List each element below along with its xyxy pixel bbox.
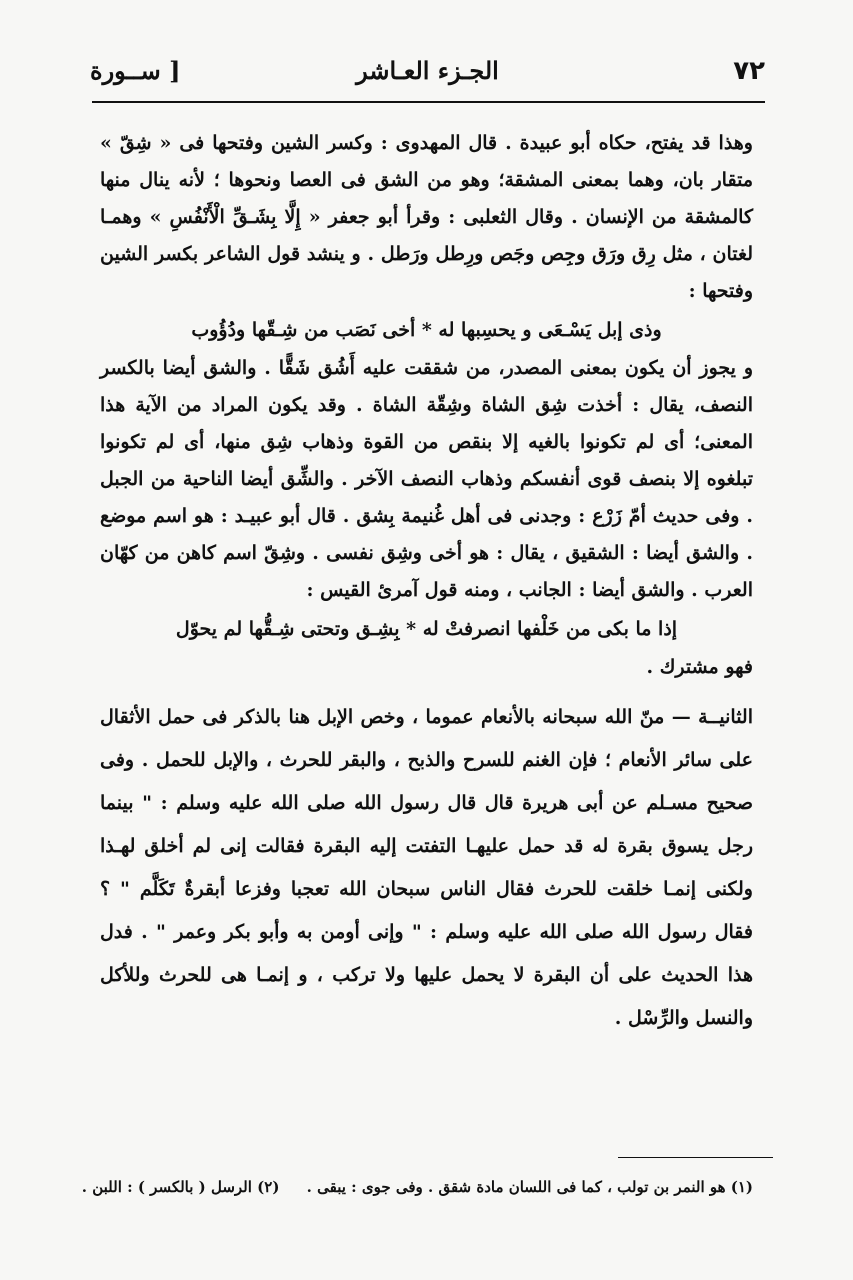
paragraph-3: فهو مشترك .	[646, 656, 753, 678]
running-title: الجـزء العـاشر	[356, 56, 499, 85]
paragraph-second-issue: الثانيــة — منّ الله سبحانه بالأنعام عموما ، وخص الإبل هنا بالذكر فى حمل الأثقال على سائر الأنعام ؛ فإن الغنم للسرح والذبح ، والبقر للحرث ، والإبل للحمل . وفى صحيح مسـلم عن أبى هريرة قال قال رسول الله صلى الله عليه وسلم : " بينما رجل يسوق بقرة له قد حمل عليهـا التفتت إليه البقرة فقالت إنى لم أخلق لهـذا ولكنى إنمـا خلقت للحرث فقال الناس سبحان الله تعجبا وفزعا أبقرةٌ تَكَلَّم " ؟ فقال رسول الله صلى الله عليه وسلم : " وإنى أومن به وأبو بكر وعمر " . فدل هذا الحديث على أن البقرة لا يحمل عليها ولا تركب ، و إنمـا هى للحرث وللأكل والنسل والرِّسْل .	[100, 706, 753, 1029]
main-text	[100, 125, 753, 1040]
verse-1: وذى إبل يَسْـعَى و يحسِبها له * أخى نَصَب من شِـقّها ودُؤُوب	[191, 319, 662, 341]
verse-2: إذا ما بكى من خَلْفها انصرفتْ له * بِشِـق وتحتى شِـقُّها لم يحوّل	[175, 618, 678, 640]
footnote-divider	[618, 1157, 773, 1158]
header-divider	[92, 101, 765, 103]
footnote-1: (١) هو النمر بن تولب ، كما فى اللسان مادة شقق . وفى جوى : يبقى .	[306, 1178, 753, 1196]
surah-label: [ ســورة	[90, 56, 181, 85]
page-header	[90, 56, 765, 94]
paragraph-1: وهذا قد يفتح، حكاه أبو عبيدة . قال المهدوى : وكسر الشين وفتحها فى « شِقّ » متقار بان، وهما بمعنى المشقة؛ وهو من الشق فى العصا ونحوها ؛ لأنه ينال منها كالمشقة من الإنسان . وقال الثعلبى : وقرأ أبو جعفر « إِلَّا بِشَـقِّ الْأَنْفُسِ » وهمـا لغتان ، مثل رِق ورَق وجِص وجَص ورِطل ورَطل . و ينشد قول الشاعر بكسر الشين وفتحها :	[100, 132, 753, 302]
footnotes	[81, 1178, 753, 1196]
paragraph-2: و يجوز أن يكون بمعنى المصدر، من شققت عليه أَشُق شَقًّا . والشق أيضا بالكسر النصف، يقال : أخذت شِق الشاة وشِقّة الشاة . وقد يكون المراد من الآية هذا المعنى؛ أى لم تكونوا بالغيه إلا بنقص من القوة وذهاب شِق منها، أى لم تكونوا تبلغوه إلا بنصف قوى أنفسكم وذهاب النصف الآخر . والشِّق أيضا الناحية من الجبل . وفى حديث أمّ زَرْع : وجدنى فى أهل غُنيمة بِشق . قال أبو عبيـد : هو اسم موضع . والشق أيضا : الشقيق ، يقال : هو أخى وشِق نفسى . وشِقّ اسم كاهن من كهّان العرب . والشق أيضا : الجانب ، ومنه قول آمرئ القيس :	[100, 357, 753, 601]
footnote-2: (٢) الرسل ( بالكسر ) : اللبن .	[81, 1178, 280, 1196]
page-number: ٧٢	[733, 56, 765, 86]
